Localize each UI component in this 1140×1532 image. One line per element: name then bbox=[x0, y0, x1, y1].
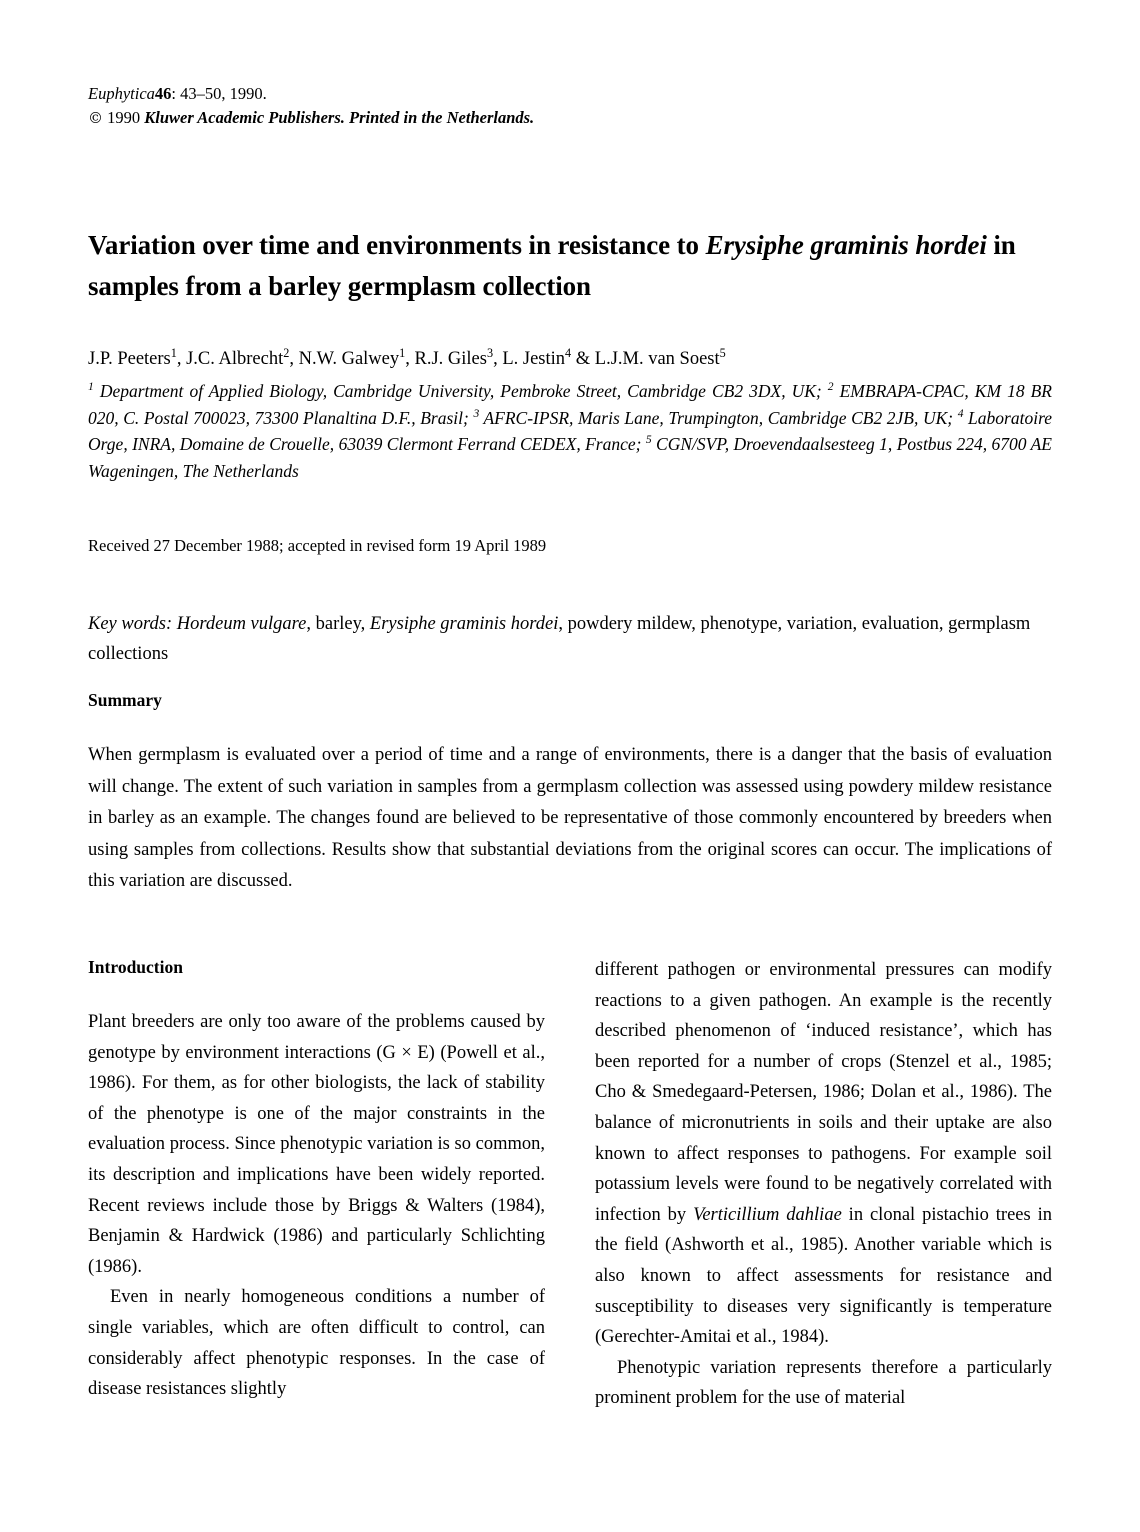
title-part-1: Variation over time and environments in resistance to bbox=[88, 230, 706, 261]
title-species-name: Erysiphe graminis hordei bbox=[705, 230, 987, 261]
intro-paragraph-3 bbox=[595, 955, 1052, 1353]
body-columns bbox=[88, 955, 1052, 1425]
introduction-heading: Introduction bbox=[88, 957, 183, 977]
author-3: , N.W. Galwey bbox=[289, 349, 400, 369]
received-date: Received 27 December 1988; accepted in revised form 19 April 1989 bbox=[88, 536, 547, 555]
journal-name: Euphytica bbox=[88, 84, 155, 103]
author-5: , L. Jestin bbox=[493, 349, 566, 369]
affil-2-marker: 2 bbox=[827, 381, 834, 394]
publisher-name: Kluwer Academic Publishers. Printed in the Netherlands. bbox=[144, 108, 535, 127]
copyright-year: 1990 bbox=[107, 108, 141, 127]
keywords bbox=[88, 609, 1052, 669]
intro-paragraph-1: Plant breeders are only too aware of the problems caused by genotype by environment interactions (G × E) (Powell et al., 1986). For them, as for other biologists, the lack of stability of the phenotype is one of the major constraints in the evaluation process. Since phenotypic variation is so common, its description and implications have been widely reported. Recent reviews include those by Briggs & Walters (1984), Benjamin & Hardwick (1986) and particularly Schlichting (1986). bbox=[88, 1012, 545, 1277]
affil-5-text: CGN/SVP, Droevendaalsesteeg 1, Postbus 224, 6700 AE Wageningen, The Netherlands bbox=[88, 434, 1052, 481]
title-part-2: in samples from a barley germplasm collection bbox=[88, 230, 1016, 302]
keywords-label: Key words: bbox=[88, 614, 177, 634]
intro-p3-part-a: different pathogen or environmental pressures can modify reactions to a given pathogen. An example is the recently described phenomenon of ‘induced resistance’, which has been reported for a number of crops (Stenzel et al., 1985; Cho & Smedegaard-Petersen, 1986; Dolan et al., 1986). The balance of micronutrients in soils and their uptake are also known to affect responses to pathogens. For example soil potassium levels were found to be negatively correlated with infection by bbox=[595, 960, 1052, 1225]
keyword-species-2: Erysiphe graminis hordei bbox=[369, 614, 559, 634]
summary-body: When germplasm is evaluated over a period of time and a range of environments, there is a danger that the basis of evaluation will change. The extent of such variation in samples from a germplasm collection was assessed using powdery mildew resistance in barley as an example. The changes found are believed to be representative of those commonly encountered by breeders when using samples from collections. Results show that substantial deviations from the original scores can occur. The implications of this variation are discussed. bbox=[88, 745, 1052, 891]
keywords-rest: , powdery mildew, phenotype, variation, evaluation, germplasm collections bbox=[88, 614, 1031, 664]
author-3-affil-marker: 1 bbox=[399, 345, 406, 360]
intro-p3-species-name: Verticillium dahliae bbox=[693, 1204, 842, 1225]
intro-paragraph-2: Even in nearly homogeneous conditions a number of single variables, which are often difficult to control, can considerably affect phenotypic responses. In the case of disease resistances slightly bbox=[88, 1287, 545, 1400]
page-title bbox=[88, 225, 1038, 307]
affil-1-text: Department of Applied Biology, Cambridge University, Pembroke Street, Cambridge CB2 3DX, UK; bbox=[93, 381, 828, 401]
journal-volume: 46 bbox=[154, 84, 172, 103]
affil-5-marker: 5 bbox=[645, 434, 652, 447]
affiliation-list bbox=[88, 378, 1052, 484]
affil-3-marker: 3 bbox=[473, 407, 480, 420]
author-list bbox=[88, 345, 1052, 373]
journal-citation-line bbox=[88, 82, 788, 106]
author-5-affil-marker: 4 bbox=[565, 345, 572, 360]
keywords-mid: , barley, bbox=[306, 614, 370, 634]
author-2: , J.C. Albrecht bbox=[176, 349, 284, 369]
affil-3-text: AFRC-IPSR, Maris Lane, Trumpington, Cambridge CB2 2JB, UK; bbox=[479, 407, 958, 428]
keyword-species-1: Hordeum vulgare bbox=[176, 614, 307, 634]
journal-header bbox=[88, 82, 788, 130]
column-left bbox=[88, 955, 545, 1425]
copyright-icon: © bbox=[88, 109, 103, 127]
copyright-line bbox=[88, 106, 788, 130]
intro-p3-part-b: in clonal pistachio trees in the field (Ashworth et al., 1985). Another variable which is also known to affect assessments for resistance and susceptibility to diseases very significantly is temperature (Gerechter-Amitai et al., 1984). bbox=[595, 1204, 1052, 1348]
intro-paragraph-4: Phenotypic variation represents therefore a particularly prominent problem for the use of material bbox=[595, 1357, 1052, 1409]
journal-pages: : 43–50, 1990. bbox=[171, 84, 267, 103]
author-6: & L.J.M. van Soest bbox=[571, 349, 720, 369]
author-4: , R.J. Giles bbox=[405, 349, 487, 369]
affil-2-text: EMBRAPA-CPAC, KM 18 BR 020, C. Postal 700023, 73300 Planaltina D.F., Brasil; bbox=[88, 381, 1052, 428]
affil-4-text: Laboratoire Orge, INRA, Domaine de Crouelle, 63039 Clermont Ferrand CEDEX, France; bbox=[88, 407, 1053, 454]
summary-heading: Summary bbox=[88, 690, 162, 710]
author-6-affil-marker: 5 bbox=[719, 345, 726, 360]
author-2-affil-marker: 2 bbox=[283, 345, 290, 360]
affil-1-marker: 1 bbox=[88, 381, 94, 394]
column-right bbox=[595, 955, 1052, 1425]
document-page bbox=[88, 0, 1052, 1532]
author-1: J.P. Peeters bbox=[88, 349, 171, 369]
author-1-affil-marker: 1 bbox=[170, 345, 177, 360]
affil-4-marker: 4 bbox=[957, 407, 964, 420]
author-4-affil-marker: 3 bbox=[486, 345, 494, 360]
